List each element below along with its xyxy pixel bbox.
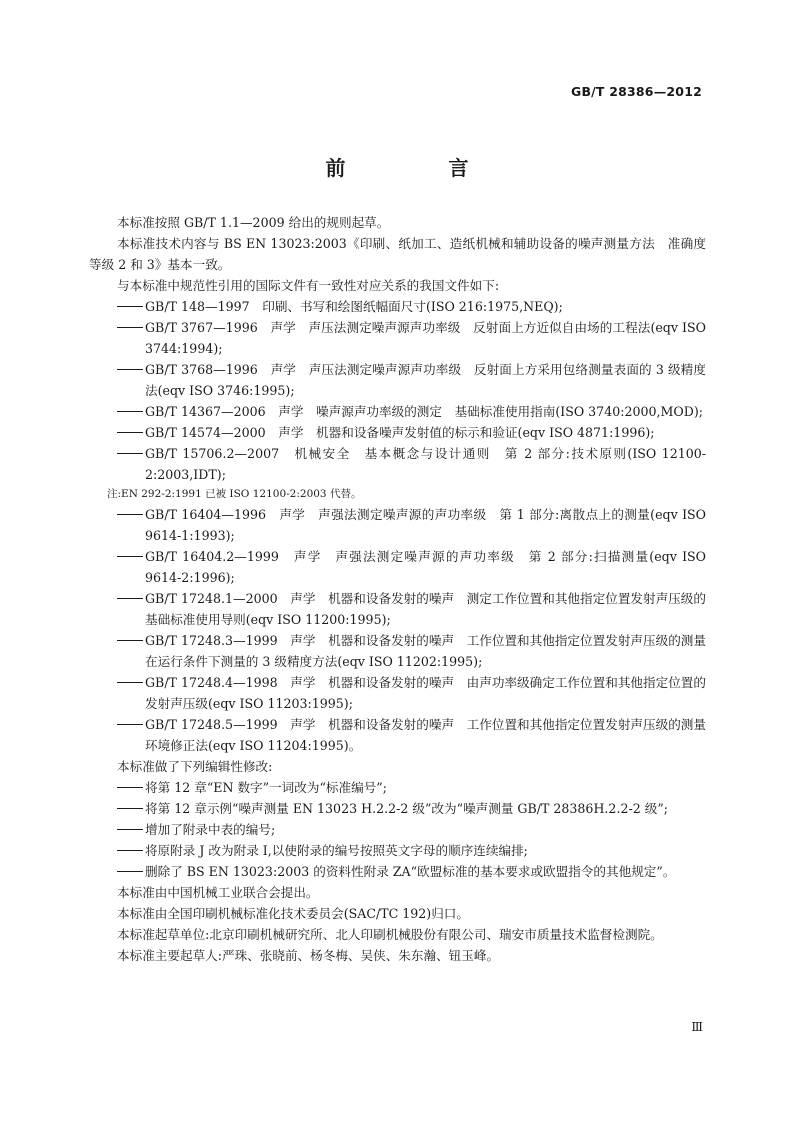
standard-code-header: GB/T 28386—2012 <box>570 84 702 99</box>
paragraph-proposer: 本标准由中国机械工业联合会提出。 <box>117 885 319 900</box>
dash-bullet <box>117 672 145 693</box>
reference-item: GB/T 14367—2006 声学 噪声源声功率级的测定 基础标准使用指南(ISO 3740:2000,MOD); <box>89 401 706 422</box>
dash-bullet <box>117 504 145 525</box>
dash-bullet <box>117 296 145 317</box>
paragraph-edit-intro: 本标准做了下列编辑性修改: <box>117 759 273 774</box>
dash-bullet <box>117 443 145 464</box>
paragraph-reference-intro: 与本标准中规范性引用的国际文件有一致性对应关系的我国文件如下: <box>117 278 500 293</box>
paragraph-drafting-units: 本标准起草单位:北京印刷机械研究所、北人印刷机械股份有限公司、瑞安市质量技术监督检测院。 <box>117 927 663 942</box>
paragraph-drafting-rules: 本标准按照 GB/T 1.1—2009 给出的规则起草。 <box>117 215 390 230</box>
dash-bullet <box>117 840 145 861</box>
reference-item: GB/T 17248.3—1999 声学 机器和设备发射的噪声 工作位置和其他指定位置发射声压级的测量 在运行条件下测量的 3 级精度方法(eqv ISO 11202:1995); <box>89 630 706 672</box>
reference-item: GB/T 16404—1996 声学 声强法测定噪声源的声功率级 第 1 部分:离散点上的测量(eqv ISO 9614-1:1993); <box>89 504 706 546</box>
reference-item: GB/T 15706.2—2007 机械安全 基本概念与设计通则 第 2 部分:技术原则(ISO 12100-2:2003,IDT); <box>89 443 706 485</box>
edit-item: 将第 12 章“EN 数字”一词改为“标准编号”; <box>89 777 706 798</box>
page-number: Ⅲ <box>691 1020 702 1034</box>
dash-bullet <box>117 714 145 735</box>
reference-item: GB/T 3768—1996 声学 声压法测定噪声源声功率级 反射面上方采用包络测量表面的 3 级精度法(eqv ISO 3746:1995); <box>89 359 706 401</box>
paragraph-technical-content: 本标准技术内容与 BS EN 13023:2003《印刷、纸加工、造纸机械和辅助设备的噪声测量方法 准确度等级 2 和 3》基本一致。 <box>89 236 706 272</box>
reference-item: GB/T 14574—2000 声学 机器和设备噪声发射值的标示和验证(eqv ISO 4871:1996); <box>89 422 706 443</box>
dash-bullet <box>117 630 145 651</box>
edit-item: 将第 12 章示例“噪声测量 EN 13023 H.2.2-2 级”改为“噪声测量 GB/T 28386H.2.2-2 级”; <box>89 798 706 819</box>
page-title: 前 言 <box>325 156 517 180</box>
reference-item: GB/T 17248.4—1998 声学 机器和设备发射的噪声 由声功率级确定工作位置和其他指定位置的发射声压级(eqv ISO 11203:1995); <box>89 672 706 714</box>
dash-bullet <box>117 819 145 840</box>
paragraph-committee: 本标准由全国印刷机械标准化技术委员会(SAC/TC 192)归口。 <box>117 906 469 921</box>
dash-bullet <box>117 798 145 819</box>
dash-bullet <box>117 359 145 380</box>
dash-bullet <box>117 546 145 567</box>
reference-item: GB/T 17248.5—1999 声学 机器和设备发射的噪声 工作位置和其他指定位置发射声压级的测量 环境修正法(eqv ISO 11204:1995)。 <box>89 714 706 756</box>
paragraph-drafters: 本标准主要起草人:严珠、张晓前、杨冬梅、吴侠、朱东瀚、钮玉峰。 <box>117 948 500 963</box>
dash-bullet <box>117 317 145 338</box>
edit-item: 将原附录 J 改为附录 I,以使附录的编号按照英文字母的顺序连续编排; <box>89 840 706 861</box>
dash-bullet <box>117 422 145 443</box>
reference-item: GB/T 17248.1—2000 声学 机器和设备发射的噪声 测定工作位置和其他指定位置发射声压级的基础标准使用导则(eqv ISO 11200:1995); <box>89 588 706 630</box>
reference-item: GB/T 148—1997 印刷、书写和绘图纸幅面尺寸(ISO 216:1975,NEQ); <box>89 296 706 317</box>
edit-item: 删除了 BS EN 13023:2003 的资料性附录 ZA“欧盟标准的基本要求或欧盟指令的其他规定”。 <box>89 861 706 882</box>
dash-bullet <box>117 777 145 798</box>
reference-item: GB/T 16404.2—1999 声学 声强法测定噪声源的声功率级 第 2 部分:扫描测量(eqv ISO 9614-2:1996); <box>89 546 706 588</box>
dash-bullet <box>117 861 145 882</box>
reference-note: 注:EN 292-2:1991 已被 ISO 12100-2:2003 代替。 <box>107 488 362 500</box>
foreword-body <box>89 212 719 966</box>
dash-bullet <box>117 401 145 422</box>
edit-item: 增加了附录中表的编号; <box>89 819 706 840</box>
reference-item: GB/T 3767—1996 声学 声压法测定噪声源声功率级 反射面上方近似自由场的工程法(eqv ISO 3744:1994); <box>89 317 706 359</box>
dash-bullet <box>117 588 145 609</box>
